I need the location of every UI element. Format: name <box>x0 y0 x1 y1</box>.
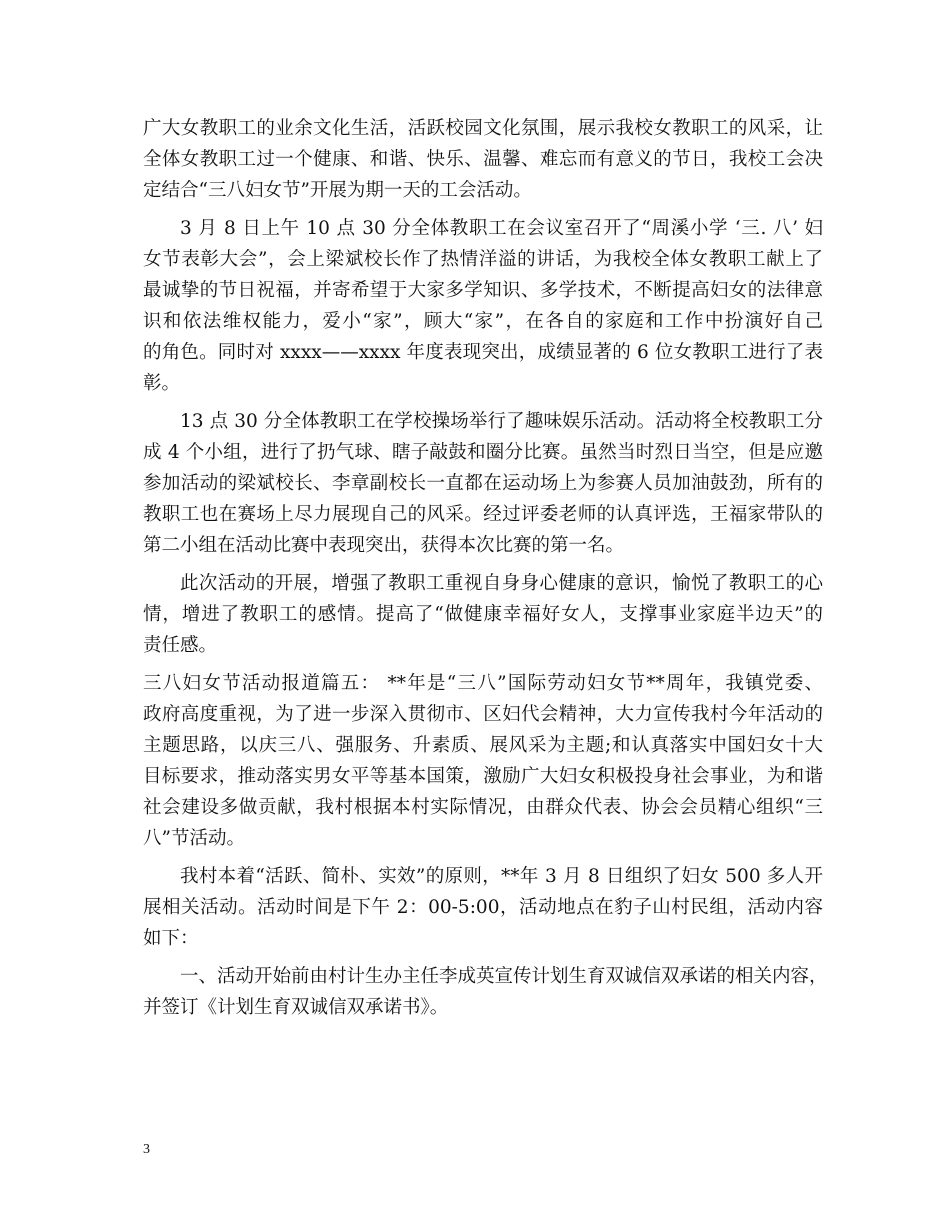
text-line: 全体女教职工过一个健康、和谐、快乐、温馨、难忘而有意义的节日，我校工会决 <box>143 149 823 170</box>
text-line: 如下： <box>143 928 199 949</box>
paragraph <box>143 961 828 1023</box>
text-line: 13 点 30 分全体教职工在学校操场举行了趣味娱乐活动。活动将全校教职工分 <box>180 411 823 432</box>
text-line: 第二小组在活动比赛中表现突出，获得本次比赛的第一名。 <box>143 535 625 556</box>
text-line: 识和依法维权能力，爱小“家”，顾大“家”，在各自的家庭和工作中扮演好自己 <box>143 311 823 332</box>
text-line: 并签订《计划生育双诚信双承诺书》。 <box>143 997 449 1018</box>
text-line: 彰。 <box>143 373 181 394</box>
paragraph <box>143 213 823 399</box>
paragraph <box>143 113 823 206</box>
text-line: 目标要求，推动落实男女平等基本国策，激励广大妇女积极投身社会事业，为和谐 <box>143 766 823 787</box>
document-body <box>143 113 828 1030</box>
text-line: 政府高度重视，为了进一步深入贯彻市、区妇代会精神，大力宣传我村今年活动的 <box>143 704 823 725</box>
text-line: 情，增进了教职工的感情。提高了“做健康幸福好女人，支撑事业家庭半边天”的 <box>143 604 823 625</box>
text-line: 一、活动开始前由村计生办主任李成英宣传计划生育双诚信双承诺的相关内容， <box>180 966 828 987</box>
text-line: 三八妇女节活动报道篇五： **年是“三八”国际劳动妇女节**周年，我镇党委、 <box>143 673 823 694</box>
text-line: 女节表彰大会”，会上梁斌校长作了热情洋溢的讲话，为我校全体女教职工献上了 <box>143 249 823 270</box>
text-line: 定结合“三八妇女节”开展为期一天的工会活动。 <box>143 180 532 201</box>
text-line: 教职工也在赛场上尽力展现自己的风采。经过评委老师的认真评选，王福家带队的 <box>143 504 823 525</box>
text-line: 成 4 个小组，进行了扔气球、瞎子敲鼓和圈分比赛。虽然当时烈日当空，但是应邀 <box>143 442 823 463</box>
text-line: 八”节活动。 <box>143 828 245 849</box>
paragraph <box>143 861 823 954</box>
paragraph <box>143 668 823 854</box>
paragraph <box>143 406 823 561</box>
text-line: 展相关活动。活动时间是下午 2：00-5:00，活动地点在豹子山村民组，活动内容 <box>143 897 823 918</box>
text-line: 3 月 8 日上午 10 点 30 分全体教职工在会议室召开了“周溪小学 ‘三. 八’ 妇 <box>180 218 823 239</box>
paragraph <box>143 568 823 661</box>
text-line: 的角色。同时对 xxxx——xxxx 年度表现突出，成绩显著的 6 位女教职工进行了表 <box>143 342 823 363</box>
text-line: 最诚挚的节日祝福，并寄希望于大家多学知识、多学技术，不断提高妇女的法律意 <box>143 280 823 301</box>
text-line: 社会建设多做贡献，我村根据本村实际情况，由群众代表、协会会员精心组织“三 <box>143 797 823 818</box>
text-line: 此次活动的开展，增强了教职工重视自身身心健康的意识，愉悦了教职工的心 <box>180 573 823 594</box>
text-line: 广大女教职工的业余文化生活，活跃校园文化氛围，展示我校女教职工的风采，让 <box>143 118 823 139</box>
text-line: 我村本着“活跃、简朴、实效”的原则，**年 3 月 8 日组织了妇女 500 多人开 <box>180 866 823 887</box>
page-number: 3 <box>143 1142 150 1157</box>
text-line: 参加活动的梁斌校长、李章副校长一直都在运动场上为参赛人员加油鼓劲，所有的 <box>143 473 823 494</box>
text-line: 责任感。 <box>143 635 218 656</box>
text-line: 主题思路，以庆三八、强服务、升素质、展风采为主题;和认真落实中国妇女十大 <box>143 735 823 756</box>
